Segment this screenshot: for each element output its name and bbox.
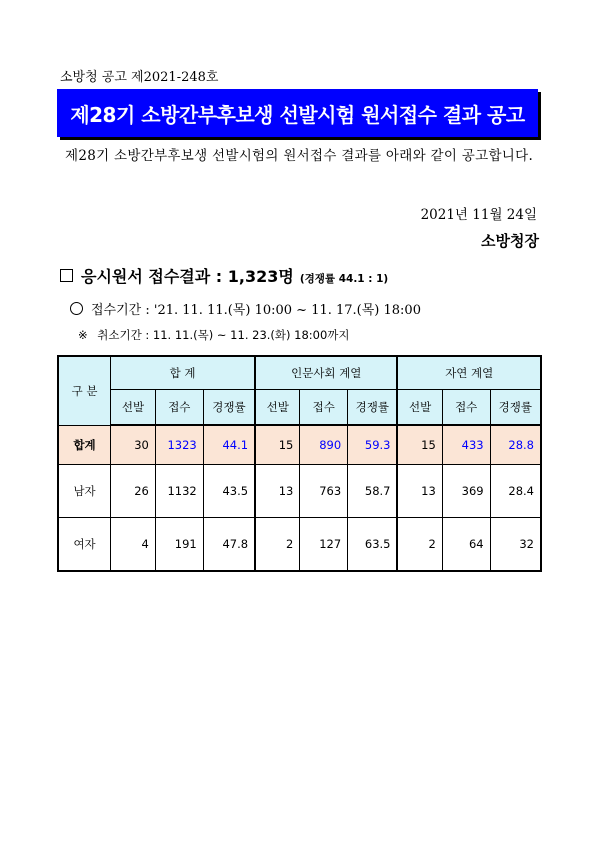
square-bullet-icon	[60, 269, 73, 282]
table-cell: 59.3	[348, 425, 398, 465]
table-row-female	[58, 518, 541, 572]
table-cell: 26	[111, 465, 156, 518]
table-cell: 47.8	[203, 518, 255, 572]
section-sub: (경쟁률 44.1 : 1)	[299, 273, 389, 285]
table-row-total	[58, 425, 541, 465]
col-header: 경쟁률	[490, 390, 541, 426]
col-header: 경쟁률	[348, 390, 398, 426]
row-label: 남자	[58, 465, 111, 518]
period-text: 접수기간 : '21. 11. 11.(목) 10:00 ~ 11. 17.(목) 18:00	[91, 303, 421, 318]
table-cell: 15	[255, 425, 300, 465]
table-cell: 44.1	[203, 425, 255, 465]
col-header: 접수	[155, 390, 203, 426]
table-cell: 64	[442, 518, 490, 572]
table-row-male	[58, 465, 541, 518]
table-cell: 13	[397, 465, 442, 518]
table-cell: 433	[442, 425, 490, 465]
table-cell: 28.8	[490, 425, 541, 465]
row-label: 여자	[58, 518, 111, 572]
col-header: 선발	[255, 390, 300, 426]
notice-number: 소방청 공고 제2021-248호	[60, 70, 219, 85]
table-cell: 890	[300, 425, 348, 465]
group-header-total: 합 계	[111, 356, 255, 390]
table-cell: 763	[300, 465, 348, 518]
cancel-line	[78, 327, 350, 343]
table-cell: 1323	[155, 425, 203, 465]
reference-mark-icon: ※	[78, 328, 88, 342]
col-header: 접수	[442, 390, 490, 426]
table-cell: 4	[111, 518, 156, 572]
notice-date: 2021년 11월 24일	[420, 207, 537, 223]
section-label: 응시원서 접수결과 : 1,323명	[81, 267, 294, 286]
page-title	[57, 89, 538, 137]
cancel-text: 취소기간 : 11. 11.(목) ~ 11. 23.(화) 18:00까지	[97, 328, 350, 342]
col-header: 접수	[300, 390, 348, 426]
circle-bullet-icon	[70, 302, 83, 315]
period-line	[70, 299, 421, 318]
section-heading	[60, 264, 388, 287]
table-corner: 구 분	[58, 356, 111, 425]
table-cell: 32	[490, 518, 541, 572]
group-header-science: 자연 계열	[397, 356, 541, 390]
group-header-humanities: 인문사회 계열	[255, 356, 397, 390]
table-cell: 28.4	[490, 465, 541, 518]
table-cell: 2	[397, 518, 442, 572]
col-header: 선발	[397, 390, 442, 426]
col-header: 선발	[111, 390, 156, 426]
table-cell: 15	[397, 425, 442, 465]
table-cell: 30	[111, 425, 156, 465]
table-cell: 58.7	[348, 465, 398, 518]
col-header: 경쟁률	[203, 390, 255, 426]
table-cell: 13	[255, 465, 300, 518]
table-cell: 43.5	[203, 465, 255, 518]
table-cell: 369	[442, 465, 490, 518]
page-title-text: 제28기 소방간부후보생 선발시험 원서접수 결과 공고	[70, 102, 525, 127]
intro-paragraph: 제28기 소방간부후보생 선발시험의 원서접수 결과를 아래와 같이 공고합니다.	[65, 148, 534, 164]
table-cell: 63.5	[348, 518, 398, 572]
table-cell: 1132	[155, 465, 203, 518]
table-cell: 127	[300, 518, 348, 572]
results-table	[57, 355, 542, 572]
table-cell: 191	[155, 518, 203, 572]
issuer: 소방청장	[481, 232, 539, 250]
row-label: 합계	[58, 425, 111, 465]
table-cell: 2	[255, 518, 300, 572]
